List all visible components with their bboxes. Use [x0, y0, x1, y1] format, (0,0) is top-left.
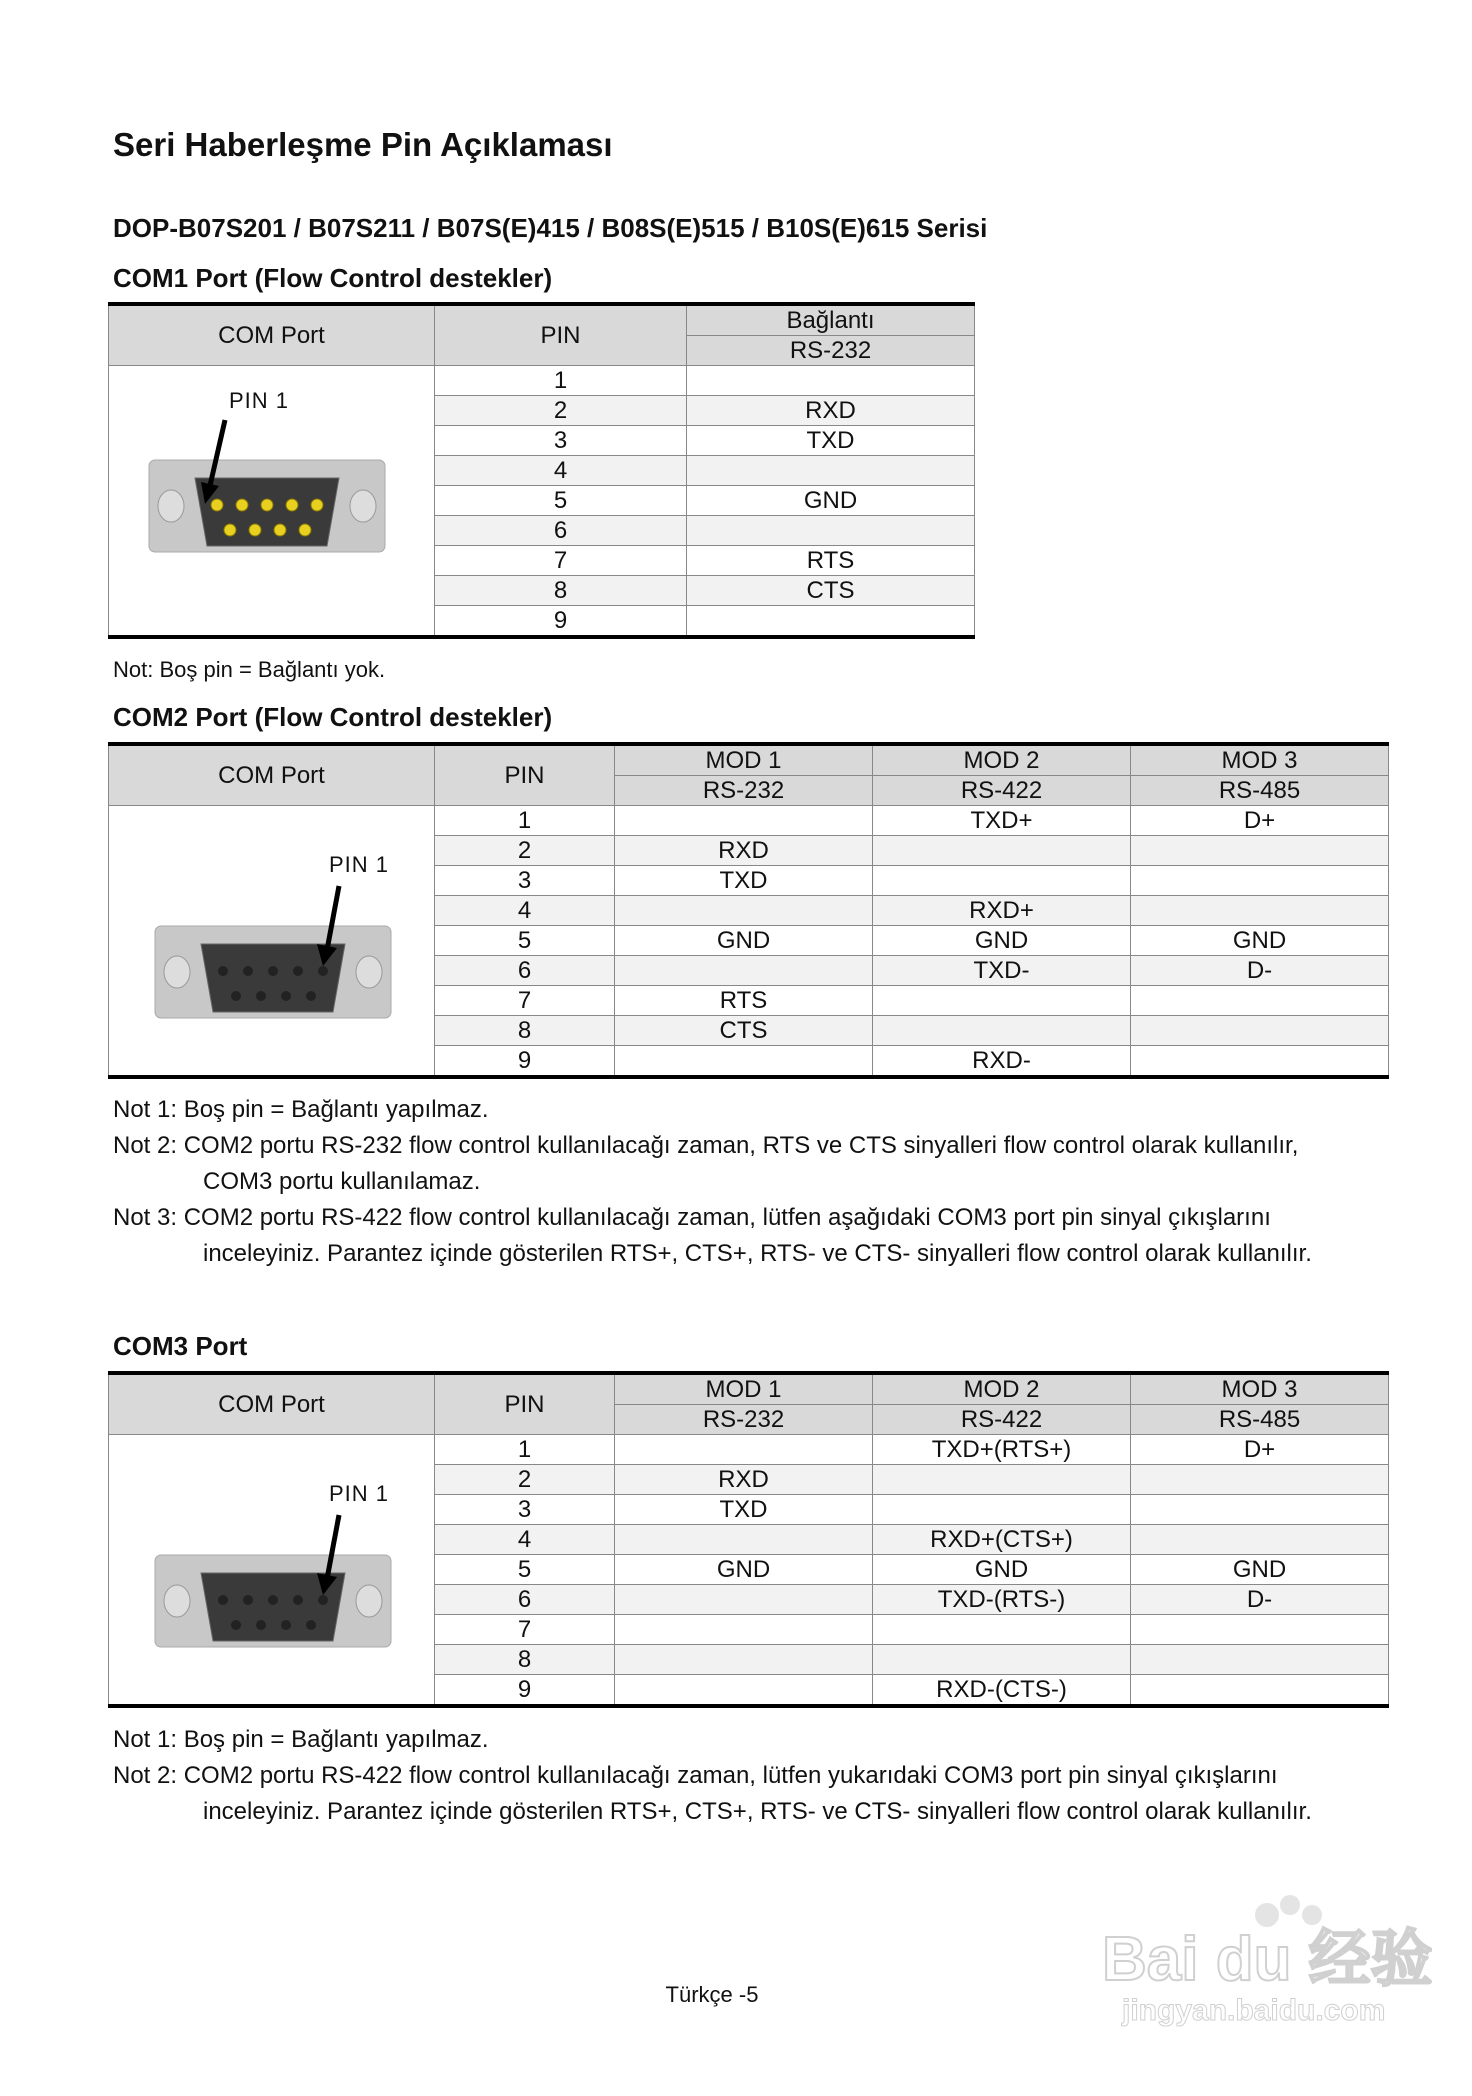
- com-port-image-cell: [109, 366, 435, 638]
- db9-connector-icon: [147, 400, 387, 560]
- signal-cell: RTS: [687, 546, 975, 576]
- signal-cell: [1131, 836, 1389, 866]
- pin-number: 4: [435, 896, 615, 926]
- com2-heading: COM2 Port (Flow Control destekler): [113, 702, 553, 732]
- signal-cell: GND: [615, 1555, 873, 1585]
- note-text: Not 2: COM2 portu RS-422 flow control kullanılacağı zaman, lütfen yukarıdaki COM3 port pin sinyal çıkışlarını: [113, 1762, 1278, 1789]
- signal-cell: [1131, 1615, 1389, 1645]
- pin-number: 2: [435, 1465, 615, 1495]
- signal-cell: [615, 1525, 873, 1555]
- signal-cell: D-: [1131, 956, 1389, 986]
- pin-number: 9: [435, 1675, 615, 1707]
- pin-number: 3: [435, 1495, 615, 1525]
- signal-cell: RXD+(CTS+): [873, 1525, 1131, 1555]
- signal-cell: [615, 1585, 873, 1615]
- pin-number: 4: [435, 1525, 615, 1555]
- signal-cell: TXD+: [873, 806, 1131, 836]
- db9-connector-icon: [153, 866, 393, 1026]
- com3-notes: [0, 1722, 1312, 1830]
- com-port-image-cell: [109, 806, 435, 1078]
- signal-cell: TXD-(RTS-): [873, 1585, 1131, 1615]
- note-continuation: inceleyiniz. Parantez içinde gösterilen RTS+, CTS+, RTS- ve CTS- sinyalleri flow control olarak kullanılır.: [203, 1798, 1312, 1825]
- table-row: [109, 366, 975, 396]
- signal-cell: [873, 866, 1131, 896]
- pin-number: 6: [435, 956, 615, 986]
- header-pin: PIN: [435, 744, 615, 806]
- header-standard-1: RS-232: [615, 776, 873, 806]
- note-1: [113, 1722, 1403, 1758]
- pin-number: 7: [435, 546, 687, 576]
- signal-cell: [615, 896, 873, 926]
- pin-number: 5: [435, 486, 687, 516]
- signal-cell: RXD-(CTS-): [873, 1675, 1131, 1707]
- com1-heading: COM1 Port (Flow Control destekler): [113, 263, 553, 293]
- pin-number: 7: [435, 1615, 615, 1645]
- pin-number: 2: [435, 396, 687, 426]
- signal-cell: D-: [1131, 1585, 1389, 1615]
- signal-cell: D+: [1131, 1435, 1389, 1465]
- signal-cell: [687, 606, 975, 638]
- signal-cell: [615, 1046, 873, 1078]
- signal-cell: [1131, 1465, 1389, 1495]
- signal-cell: [1131, 1016, 1389, 1046]
- pin-number: 7: [435, 986, 615, 1016]
- com2-notes: [0, 1092, 1312, 1272]
- signal-cell: TXD+(RTS+): [873, 1435, 1131, 1465]
- header-mod-3: MOD 3: [1131, 744, 1389, 776]
- header-mod-1: MOD 1: [615, 744, 873, 776]
- pin-number: 6: [435, 516, 687, 546]
- note-1: [113, 1092, 1403, 1128]
- pin-number: 5: [435, 1555, 615, 1585]
- pin-number: 8: [435, 576, 687, 606]
- header-com-port: COM Port: [109, 304, 435, 366]
- pin-number: 9: [435, 1046, 615, 1078]
- note-2: [113, 1758, 1403, 1830]
- signal-cell: GND: [1131, 926, 1389, 956]
- pin1-label: PIN 1: [329, 1481, 390, 1506]
- signal-cell: [687, 516, 975, 546]
- com-port-image-cell: [109, 1435, 435, 1707]
- signal-cell: [1131, 1046, 1389, 1078]
- signal-cell: TXD: [615, 866, 873, 896]
- note-text: Not 2: COM2 portu RS-232 flow control kullanılacağı zaman, RTS ve CTS sinyalleri flow control olarak kullanılır,: [113, 1132, 1299, 1159]
- header-mod-2: MOD 2: [873, 1373, 1131, 1405]
- signal-cell: TXD-: [873, 956, 1131, 986]
- signal-cell: TXD: [615, 1495, 873, 1525]
- signal-cell: [615, 1435, 873, 1465]
- note-text: Not 1: Boş pin = Bağlantı yapılmaz.: [113, 1096, 489, 1123]
- header-standard-2: RS-422: [873, 1405, 1131, 1435]
- signal-cell: [873, 1615, 1131, 1645]
- signal-cell: GND: [873, 1555, 1131, 1585]
- signal-cell: RXD: [687, 396, 975, 426]
- pin-number: 1: [435, 806, 615, 836]
- note-continuation: COM3 portu kullanılamaz.: [203, 1168, 481, 1195]
- pin-number: 3: [435, 426, 687, 456]
- header-standard-1: RS-232: [615, 1405, 873, 1435]
- signal-cell: D+: [1131, 806, 1389, 836]
- svg-text:jingyan.baidu.com: jingyan.baidu.com: [1122, 1994, 1386, 2027]
- note-3: [113, 1200, 1403, 1272]
- pin-number: 8: [435, 1016, 615, 1046]
- header-com-port: COM Port: [109, 1373, 435, 1435]
- signal-cell: RTS: [615, 986, 873, 1016]
- signal-cell: [687, 366, 975, 396]
- pin1-label: PIN 1: [229, 388, 290, 413]
- signal-cell: GND: [615, 926, 873, 956]
- signal-cell: CTS: [615, 1016, 873, 1046]
- header-baglanti: Bağlantı: [687, 304, 975, 336]
- header-pin: PIN: [435, 1373, 615, 1435]
- signal-cell: RXD-: [873, 1046, 1131, 1078]
- signal-cell: [1131, 896, 1389, 926]
- pin-number: 8: [435, 1645, 615, 1675]
- header-mod-3: MOD 3: [1131, 1373, 1389, 1405]
- signal-cell: [1131, 1645, 1389, 1675]
- signal-cell: [1131, 1495, 1389, 1525]
- page-title: Seri Haberleşme Pin Açıklaması: [113, 126, 613, 163]
- signal-cell: CTS: [687, 576, 975, 606]
- signal-cell: [687, 456, 975, 486]
- svg-text:Bai du 经验: Bai du 经验: [1102, 1925, 1432, 1994]
- signal-cell: [873, 1645, 1131, 1675]
- header-com-port: COM Port: [109, 744, 435, 806]
- pin-number: 1: [435, 1435, 615, 1465]
- signal-cell: RXD: [615, 836, 873, 866]
- table-row: [109, 1435, 1389, 1465]
- pin-number: 9: [435, 606, 687, 638]
- signal-cell: TXD: [687, 426, 975, 456]
- signal-cell: [873, 1465, 1131, 1495]
- signal-cell: [615, 806, 873, 836]
- signal-cell: [1131, 866, 1389, 896]
- signal-cell: RXD: [615, 1465, 873, 1495]
- note-text: Not 1: Boş pin = Bağlantı yapılmaz.: [113, 1726, 489, 1753]
- header-pin: PIN: [435, 304, 687, 366]
- pin-number: 1: [435, 366, 687, 396]
- note-continuation: inceleyiniz. Parantez içinde gösterilen RTS+, CTS+, RTS- ve CTS- sinyalleri flow control olarak kullanılır.: [203, 1240, 1312, 1267]
- header-standard-3: RS-485: [1131, 1405, 1389, 1435]
- signal-cell: [615, 1675, 873, 1707]
- baidu-watermark-logo-icon: [1092, 1880, 1432, 2030]
- com3-pin-table: [108, 1371, 1389, 1708]
- header-standard-3: RS-485: [1131, 776, 1389, 806]
- signal-cell: RXD+: [873, 896, 1131, 926]
- signal-cell: [1131, 1675, 1389, 1707]
- signal-cell: [873, 1016, 1131, 1046]
- signal-cell: [873, 986, 1131, 1016]
- pin-number: 5: [435, 926, 615, 956]
- signal-cell: [1131, 1525, 1389, 1555]
- signal-cell: GND: [687, 486, 975, 516]
- signal-cell: [873, 836, 1131, 866]
- note-2: [113, 1128, 1403, 1200]
- signal-cell: GND: [1131, 1555, 1389, 1585]
- com1-pin-table: [108, 302, 975, 639]
- series-heading: DOP-B07S201 / B07S211 / B07S(E)415 / B08S(E)515 / B10S(E)615 Serisi: [113, 213, 988, 243]
- signal-cell: [1131, 986, 1389, 1016]
- note-text: Not 3: COM2 portu RS-422 flow control kullanılacağı zaman, lütfen aşağıdaki COM3 port pin sinyal çıkışlarını: [113, 1204, 1271, 1231]
- db9-connector-icon: [153, 1495, 393, 1655]
- header-mod-1: MOD 1: [615, 1373, 873, 1405]
- header-standard-2: RS-422: [873, 776, 1131, 806]
- signal-cell: [873, 1495, 1131, 1525]
- pin-number: 3: [435, 866, 615, 896]
- pin-number: 6: [435, 1585, 615, 1615]
- signal-cell: [615, 1645, 873, 1675]
- header-mod-2: MOD 2: [873, 744, 1131, 776]
- signal-cell: [615, 956, 873, 986]
- header-rs232: RS-232: [687, 336, 975, 366]
- pin-number: 2: [435, 836, 615, 866]
- baidu-watermark: [1092, 1880, 1432, 2035]
- table-row: [109, 806, 1389, 836]
- signal-cell: [615, 1615, 873, 1645]
- com1-note: Not: Boş pin = Bağlantı yok.: [113, 657, 386, 682]
- signal-cell: GND: [873, 926, 1131, 956]
- com3-heading: COM3 Port: [113, 1331, 248, 1361]
- page-footer: Türkçe -5: [665, 1982, 759, 2007]
- pin1-label: PIN 1: [329, 852, 390, 877]
- pin-number: 4: [435, 456, 687, 486]
- com2-pin-table: [108, 742, 1389, 1079]
